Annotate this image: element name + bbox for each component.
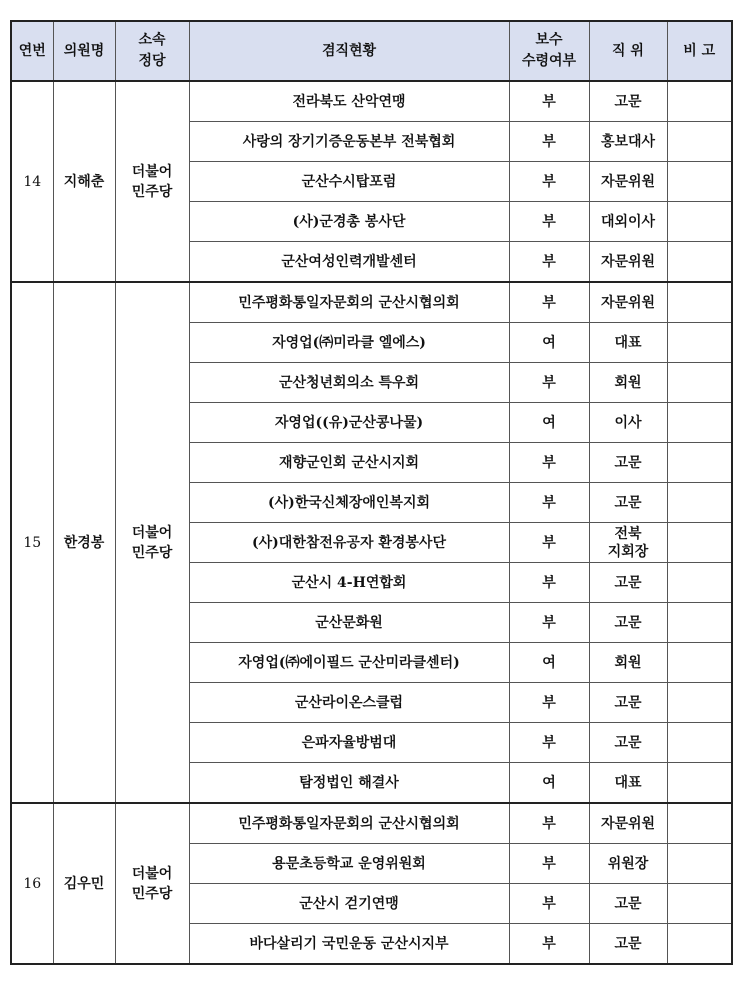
header-no: 연번	[11, 21, 53, 81]
position-organization: 용문초등학교 운영위원회	[189, 844, 509, 884]
position-note	[667, 723, 732, 763]
member-name: 김우민	[53, 803, 115, 964]
member-name: 지해춘	[53, 81, 115, 282]
member-name: 한경봉	[53, 282, 115, 803]
position-title: 위원장	[589, 844, 667, 884]
position-title: 고문	[589, 924, 667, 965]
position-title: 대표	[589, 323, 667, 363]
position-paid-status: 부	[509, 924, 589, 965]
position-organization: 자영업(㈜에이필드 군산미라클센터)	[189, 643, 509, 683]
position-paid-status: 부	[509, 443, 589, 483]
position-organization: 군산여성인력개발센터	[189, 242, 509, 283]
position-title: 자문위원	[589, 282, 667, 323]
position-organization: 군산라이온스클럽	[189, 683, 509, 723]
header-row	[11, 21, 732, 81]
position-paid-status: 여	[509, 403, 589, 443]
position-note	[667, 242, 732, 283]
position-note	[667, 81, 732, 122]
position-note	[667, 323, 732, 363]
position-organization: 사랑의 장기기증운동본부 전북협회	[189, 122, 509, 162]
position-organization: (사)대한참전유공자 환경봉사단	[189, 523, 509, 563]
position-note	[667, 763, 732, 804]
concurrent-positions-table	[10, 20, 733, 965]
position-paid-status: 부	[509, 523, 589, 563]
position-organization: 재향군인회 군산시지회	[189, 443, 509, 483]
position-note	[667, 643, 732, 683]
position-paid-status: 부	[509, 122, 589, 162]
position-organization: 군산시 걷기연맹	[189, 884, 509, 924]
member-number: 14	[11, 81, 53, 282]
position-note	[667, 683, 732, 723]
position-title: 회원	[589, 643, 667, 683]
position-paid-status: 부	[509, 363, 589, 403]
position-paid-status: 부	[509, 162, 589, 202]
position-title: 고문	[589, 683, 667, 723]
position-paid-status: 부	[509, 202, 589, 242]
position-organization: 군산수시탑포럼	[189, 162, 509, 202]
position-note	[667, 563, 732, 603]
position-title: 회원	[589, 363, 667, 403]
position-title: 고문	[589, 483, 667, 523]
position-organization: 민주평화통일자문회의 군산시협의회	[189, 282, 509, 323]
document-page	[10, 20, 731, 965]
position-organization: 자영업((유)군산콩나물)	[189, 403, 509, 443]
position-organization: 군산시 4-H연합회	[189, 563, 509, 603]
position-organization: 민주평화통일자문회의 군산시협의회	[189, 803, 509, 844]
position-note	[667, 523, 732, 563]
position-note	[667, 483, 732, 523]
position-organization: 군산청년회의소 특우회	[189, 363, 509, 403]
position-paid-status: 부	[509, 603, 589, 643]
position-paid-status: 부	[509, 844, 589, 884]
position-organization: 자영업(㈜미라클 엘에스)	[189, 323, 509, 363]
position-organization: (사)군경총 봉사단	[189, 202, 509, 242]
position-title: 고문	[589, 723, 667, 763]
table-header	[11, 21, 732, 81]
position-organization: 은파자율방범대	[189, 723, 509, 763]
header-note: 비 고	[667, 21, 732, 81]
position-organization: 탐정법인 해결사	[189, 763, 509, 804]
position-paid-status: 부	[509, 884, 589, 924]
table-row	[11, 81, 732, 122]
member-number: 15	[11, 282, 53, 803]
position-paid-status: 부	[509, 81, 589, 122]
header-paid: 보수 수령여부	[509, 21, 589, 81]
position-paid-status: 부	[509, 242, 589, 283]
position-note	[667, 884, 732, 924]
position-title: 대외이사	[589, 202, 667, 242]
header-position: 겸직현황	[189, 21, 509, 81]
table-body	[11, 81, 732, 964]
position-note	[667, 282, 732, 323]
position-paid-status: 여	[509, 763, 589, 804]
position-paid-status: 부	[509, 563, 589, 603]
position-title: 고문	[589, 443, 667, 483]
position-title: 고문	[589, 603, 667, 643]
position-note	[667, 122, 732, 162]
position-title: 대표	[589, 763, 667, 804]
position-organization: 바다살리기 국민운동 군산시지부	[189, 924, 509, 965]
position-organization: (사)한국신체장애인복지회	[189, 483, 509, 523]
position-title: 홍보대사	[589, 122, 667, 162]
position-paid-status: 부	[509, 723, 589, 763]
position-title: 자문위원	[589, 162, 667, 202]
header-name: 의원명	[53, 21, 115, 81]
position-organization: 전라북도 산악연맹	[189, 81, 509, 122]
header-title: 직 위	[589, 21, 667, 81]
member-party: 더불어 민주당	[115, 803, 189, 964]
position-note	[667, 924, 732, 965]
position-paid-status: 부	[509, 803, 589, 844]
position-title: 자문위원	[589, 242, 667, 283]
position-title: 자문위원	[589, 803, 667, 844]
position-paid-status: 여	[509, 643, 589, 683]
position-paid-status: 부	[509, 683, 589, 723]
table-row	[11, 803, 732, 844]
member-number: 16	[11, 803, 53, 964]
position-note	[667, 803, 732, 844]
position-title: 고문	[589, 81, 667, 122]
position-note	[667, 603, 732, 643]
position-paid-status: 부	[509, 483, 589, 523]
position-note	[667, 363, 732, 403]
header-party: 소속 정당	[115, 21, 189, 81]
position-title: 고문	[589, 563, 667, 603]
position-title: 전북 지회장	[589, 523, 667, 563]
position-note	[667, 202, 732, 242]
position-paid-status: 여	[509, 323, 589, 363]
table-row	[11, 282, 732, 323]
position-title: 이사	[589, 403, 667, 443]
position-organization: 군산문화원	[189, 603, 509, 643]
position-note	[667, 162, 732, 202]
position-note	[667, 403, 732, 443]
position-title: 고문	[589, 884, 667, 924]
member-party: 더불어 민주당	[115, 282, 189, 803]
position-paid-status: 부	[509, 282, 589, 323]
position-note	[667, 443, 732, 483]
position-note	[667, 844, 732, 884]
member-party: 더불어 민주당	[115, 81, 189, 282]
